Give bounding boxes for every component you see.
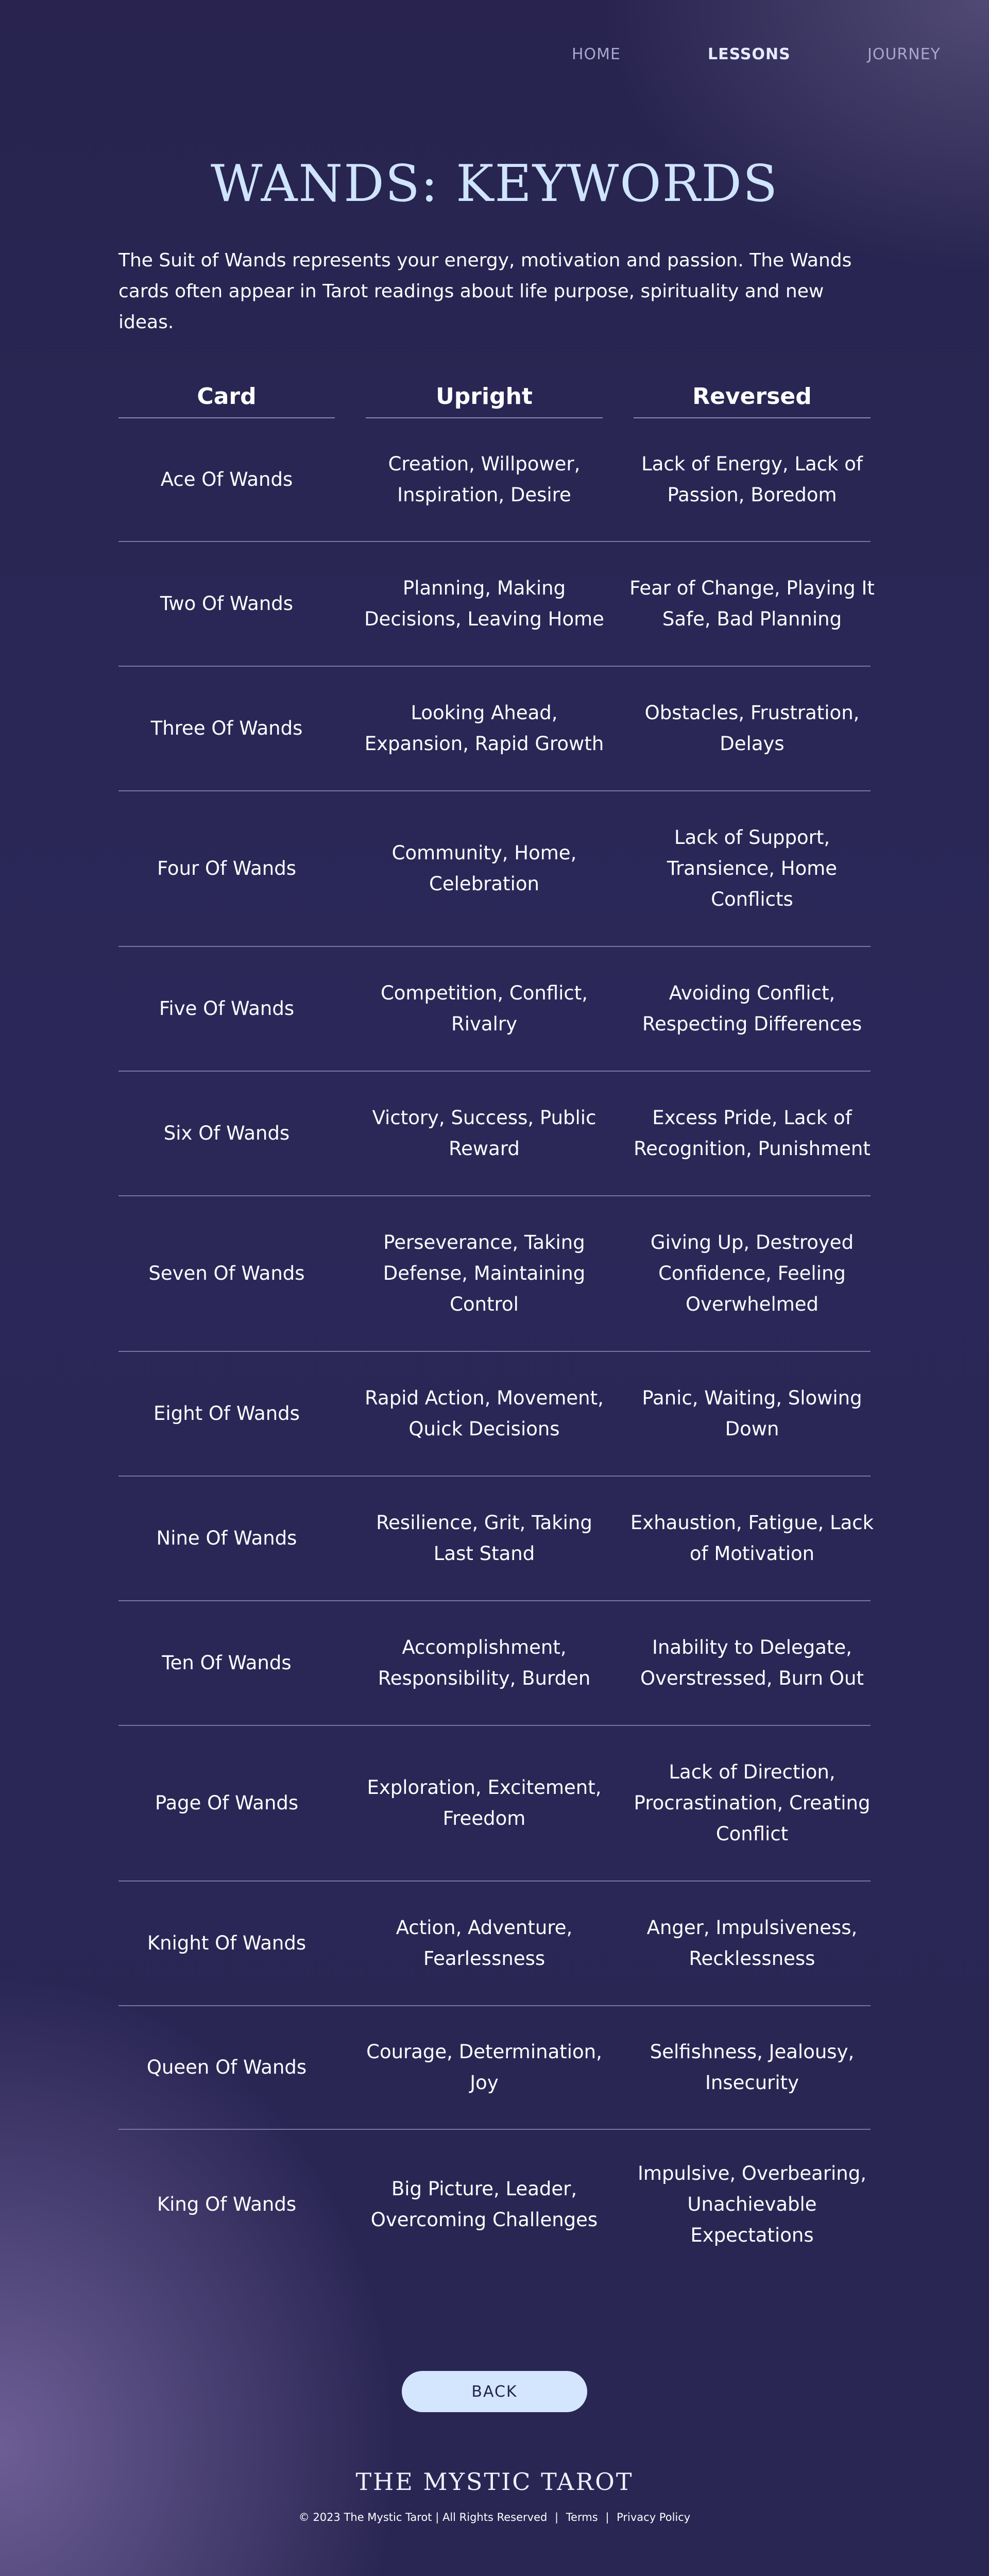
upright-keywords: Competition, Conflict, Rivalry — [380, 982, 588, 1035]
upright-keywords: Rapid Action, Movement, Quick Decisions — [365, 1387, 604, 1440]
card-name: Two Of Wands — [160, 592, 294, 615]
header-reversed: Reversed — [634, 381, 871, 418]
top-nav — [0, 45, 989, 66]
reversed-keywords: Excess Pride, Lack of Recognition, Punishment — [634, 1107, 871, 1160]
upright-keywords: Planning, Making Decisions, Leaving Home — [364, 577, 604, 630]
keywords-table — [118, 381, 875, 2279]
table-header — [118, 381, 871, 418]
card-name: Five Of Wands — [159, 997, 295, 1020]
card-name: Page Of Wands — [155, 1792, 299, 1814]
table-row — [118, 1601, 871, 1726]
table-row — [118, 1726, 871, 1882]
upright-keywords: Exploration, Excitement, Freedom — [367, 1776, 602, 1829]
nav-journey-link[interactable]: JOURNEY — [867, 45, 941, 63]
footer-separator: | — [555, 2511, 559, 2523]
upright-keywords: Community, Home, Celebration — [391, 842, 577, 895]
reversed-keywords: Selfishness, Jealousy, Insecurity — [650, 2041, 855, 2094]
upright-keywords: Big Picture, Leader, Overcoming Challenges — [370, 2178, 598, 2231]
footer-links — [0, 2511, 989, 2523]
upright-keywords: Looking Ahead, Expansion, Rapid Growth — [364, 702, 604, 755]
table-row — [118, 667, 871, 791]
reversed-keywords: Panic, Waiting, Slowing Down — [642, 1387, 862, 1440]
reversed-keywords: Impulsive, Overbearing, Unachievable Expectations — [637, 2162, 867, 2246]
back-button[interactable]: BACK — [402, 2371, 587, 2412]
reversed-keywords: Exhaustion, Fatigue, Lack of Motivation — [630, 1512, 874, 1565]
card-name: Queen Of Wands — [146, 2056, 307, 2078]
reversed-keywords: Anger, Impulsiveness, Recklessness — [646, 1917, 858, 1970]
table-row — [118, 542, 875, 667]
table-row — [118, 1072, 871, 1196]
upright-keywords: Resilience, Grit, Taking Last Stand — [376, 1512, 592, 1565]
page-title: WANDS: KEYWORDS — [210, 155, 779, 213]
table-row — [118, 1882, 871, 2006]
upright-keywords: Courage, Determination, Joy — [366, 2041, 602, 2094]
reversed-keywords: Obstacles, Frustration, Delays — [644, 702, 860, 755]
card-name: Ten Of Wands — [162, 1652, 292, 1674]
card-name: Ace Of Wands — [160, 468, 293, 490]
reversed-keywords: Lack of Energy, Lack of Passion, Boredom — [641, 453, 863, 506]
table-row — [118, 2130, 871, 2279]
reversed-keywords: Avoiding Conflict, Respecting Differences — [642, 982, 862, 1035]
card-name: Six Of Wands — [163, 1122, 290, 1144]
upright-keywords: Victory, Success, Public Reward — [372, 1107, 596, 1160]
card-name: Nine Of Wands — [156, 1527, 297, 1549]
upright-keywords: Perseverance, Taking Defense, Maintaining Control — [383, 1231, 586, 1315]
header-upright: Upright — [366, 381, 603, 418]
card-name: Seven Of Wands — [148, 1262, 305, 1284]
footer-logo[interactable]: THE MYSTIC TAROT — [355, 2468, 634, 2496]
table-row — [118, 1196, 871, 1352]
table-row — [118, 1477, 874, 1601]
nav-home-link[interactable]: HOME — [572, 45, 621, 63]
reversed-keywords: Giving Up, Destroyed Confidence, Feeling Overwhelmed — [650, 1231, 854, 1315]
header-card: Card — [118, 381, 335, 418]
reversed-keywords: Fear of Change, Playing It Safe, Bad Planning — [629, 577, 875, 630]
footer-separator: | — [605, 2511, 609, 2523]
intro-text: The Suit of Wands represents your energy, motivation and passion. The Wands cards often appear in Tarot readings about life purpose, spirituality and new ideas. — [118, 250, 852, 333]
upright-keywords: Creation, Willpower, Inspiration, Desire — [388, 453, 581, 506]
terms-link[interactable]: Terms — [566, 2511, 598, 2523]
reversed-keywords: Lack of Direction, Procrastination, Creating Conflict — [634, 1761, 871, 1845]
table-row — [118, 418, 871, 542]
card-name: King Of Wands — [157, 2193, 297, 2215]
card-name: Three Of Wands — [150, 717, 303, 739]
table-row — [118, 2006, 871, 2130]
upright-keywords: Accomplishment, Responsibility, Burden — [378, 1636, 591, 1689]
upright-keywords: Action, Adventure, Fearlessness — [396, 1917, 573, 1970]
card-name: Knight Of Wands — [147, 1932, 306, 1954]
nav-lessons-link[interactable]: LESSONS — [708, 45, 791, 63]
table-row — [118, 1352, 871, 1477]
table-row — [118, 947, 871, 1072]
card-name: Eight Of Wands — [154, 1402, 300, 1425]
copyright-text: © 2023 The Mystic Tarot | All Rights Reserved — [298, 2511, 548, 2523]
privacy-policy-link[interactable]: Privacy Policy — [617, 2511, 691, 2523]
reversed-keywords: Inability to Delegate, Overstressed, Burn Out — [640, 1636, 864, 1689]
card-name: Four Of Wands — [157, 857, 297, 879]
reversed-keywords: Lack of Support, Transience, Home Conflicts — [667, 826, 838, 910]
table-row — [118, 791, 871, 947]
